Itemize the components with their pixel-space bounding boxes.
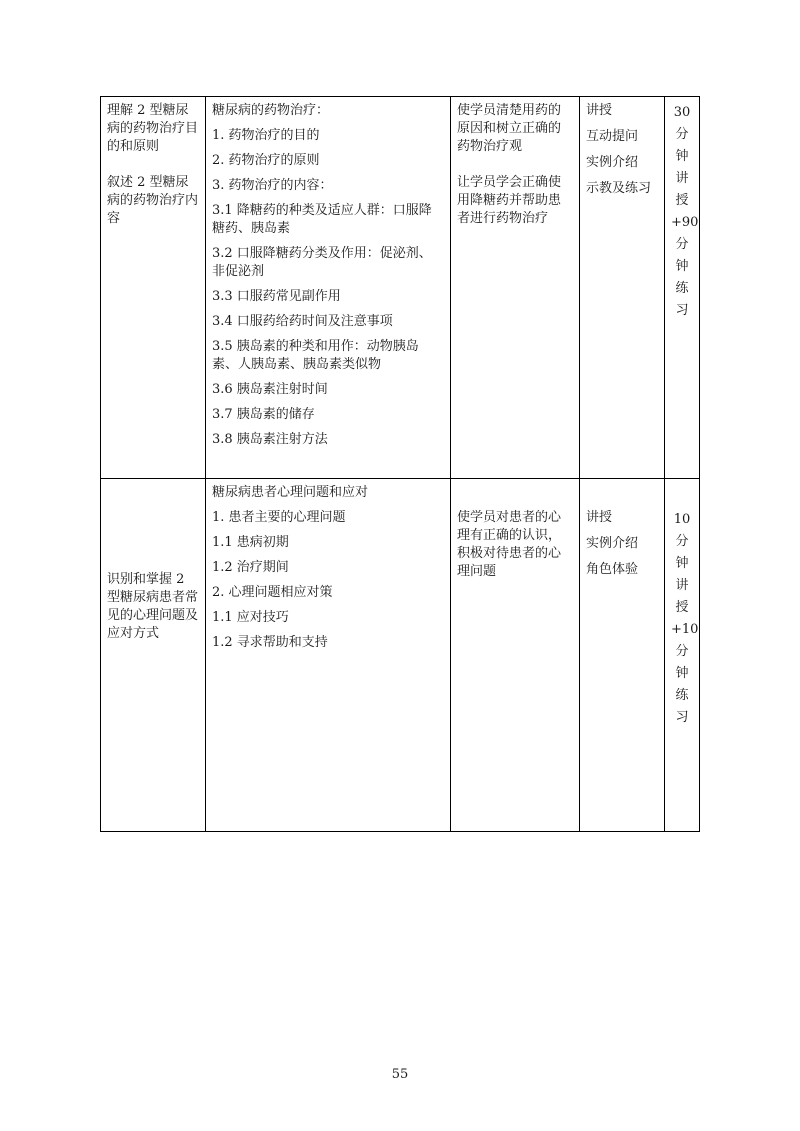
method-text: 实例介绍: [586, 155, 639, 170]
objective-text: 识别和掌握 2 型糖尿病患者常见的心理问题及应对方式: [107, 572, 199, 641]
time-char: +90: [671, 215, 699, 230]
method-text: 互动提问: [586, 129, 639, 144]
time-char: 10: [673, 512, 691, 527]
time-char: 授: [675, 600, 689, 615]
objective-cell: [101, 479, 206, 832]
time-cell: [665, 479, 700, 832]
time-char: 分: [675, 237, 689, 252]
content-line: 1.1 患病初期: [212, 535, 289, 550]
time-char: 钟: [675, 556, 689, 571]
method-cell: [580, 479, 665, 832]
content-line: 3. 药物治疗的内容：: [212, 178, 333, 193]
time-char: 分: [675, 534, 689, 549]
content-line: 1. 患者主要的心理问题: [212, 510, 346, 525]
content-line: 糖尿病患者心理问题和应对: [212, 485, 369, 500]
content-line: 3.6 胰岛素注射时间: [212, 382, 328, 397]
time-char: 练: [675, 281, 689, 296]
time-char: 分: [675, 127, 689, 142]
time-char: 钟: [675, 666, 689, 681]
content-line: 3.7 胰岛素的储存: [212, 407, 315, 422]
time-char: 练: [675, 688, 689, 703]
table-row: [101, 479, 700, 832]
time-char: 授: [675, 193, 689, 208]
content-line: 1. 药物治疗的目的: [212, 128, 320, 143]
method-text: 讲授: [586, 510, 613, 525]
time-char: 钟: [675, 259, 689, 274]
table-row: [101, 97, 700, 479]
content-line: 3.1 降糖药的种类及适应人群：口服降糖药、胰岛素: [212, 203, 432, 236]
page-number: 55: [391, 1067, 409, 1082]
time-char: 钟: [675, 149, 689, 164]
time-char: +10: [671, 622, 699, 637]
curriculum-table: [100, 96, 700, 832]
content-cell: [206, 97, 451, 479]
method-text: 角色体验: [586, 562, 639, 577]
goal-text: 让学员学会正确使用降糖药并帮助患者进行药物治疗: [457, 175, 562, 226]
method-text: 示教及练习: [586, 181, 652, 196]
time-char: 讲: [675, 578, 689, 593]
content-line: 1.2 治疗期间: [212, 560, 289, 575]
content-line: 3.3 口服药常见副作用: [212, 289, 341, 304]
content-line: 2. 药物治疗的原则: [212, 153, 320, 168]
goal-cell: [451, 479, 580, 832]
content-line: 1.1 应对技巧: [212, 610, 289, 625]
goal-cell: [451, 97, 580, 479]
time-char: 分: [675, 644, 689, 659]
method-text: 实例介绍: [586, 536, 639, 551]
goal-text: 使学员清楚用药的原因和树立正确的药物治疗观: [457, 103, 562, 154]
content-line: 2. 心理问题相应对策: [212, 585, 333, 600]
time-char: 讲: [675, 171, 689, 186]
content-line: 3.5 胰岛素的种类和用作：动物胰岛素、人胰岛素、胰岛素类似物: [212, 339, 419, 372]
method-cell: [580, 97, 665, 479]
objective-text: 理解 2 型糖尿病的药物治疗目的和原则: [107, 103, 199, 154]
method-text: 讲授: [586, 103, 613, 118]
content-line: 糖尿病的药物治疗：: [212, 103, 330, 118]
time-char: 习: [675, 710, 689, 725]
time-char: 30: [673, 105, 691, 120]
content-cell: [206, 479, 451, 832]
goal-text: 使学员对患者的心理有正确的认识，积极对待患者的心理问题: [457, 510, 562, 579]
content-line: 3.4 口服药给药时间及注意事项: [212, 314, 393, 329]
content-line: 3.8 胰岛素注射方法: [212, 432, 328, 447]
content-line: 1.2 寻求帮助和支持: [212, 635, 328, 650]
objective-cell: [101, 97, 206, 479]
time-cell: [665, 97, 700, 479]
objective-text: 叙述 2 型糖尿病的药物治疗内容: [107, 175, 199, 226]
time-char: 习: [675, 303, 689, 318]
content-line: 3.2 口服降糖药分类及作用：促泌剂、非促泌剂: [212, 246, 432, 279]
